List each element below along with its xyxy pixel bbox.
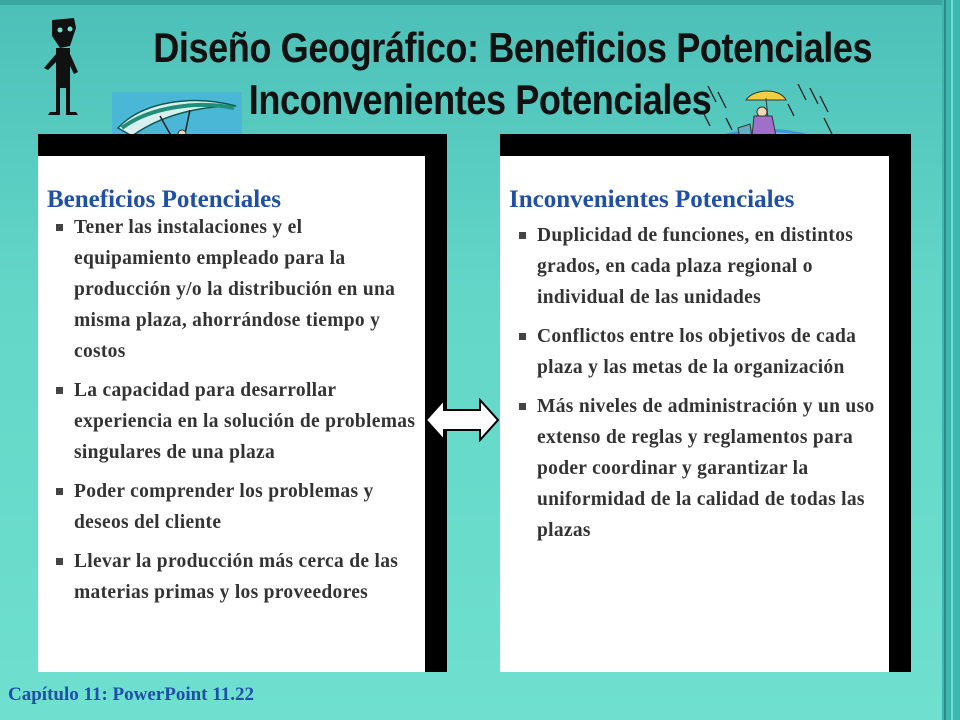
slide-footer: Capítulo 11: PowerPoint 11.22 bbox=[8, 684, 254, 705]
list-item: Llevar la producción más cerca de las materias primas y los proveedores bbox=[50, 546, 422, 608]
drawbacks-panel bbox=[500, 156, 889, 672]
panel-shadow bbox=[38, 134, 425, 156]
list-item: Tener las instalaciones y el equipamiento empleado para la producción y/o la distribución en una misma plaza, ahorrándose tiempo y costos bbox=[50, 212, 422, 367]
drawbacks-list bbox=[513, 220, 875, 554]
list-item: Conflictos entre los objetivos de cada plaza y las metas de la organización bbox=[513, 321, 875, 383]
list-item: Duplicidad de funciones, en distintos grados, en cada plaza regional o individual de las unidades bbox=[513, 220, 875, 313]
title-line-2: Inconvenientes Potenciales bbox=[248, 76, 712, 123]
double-arrow-icon bbox=[424, 398, 500, 447]
list-item: La capacidad para desarrollar experiencia en la solución de problemas singulares de una plaza bbox=[50, 375, 422, 468]
panel-shadow bbox=[889, 134, 911, 672]
slide-title bbox=[153, 22, 873, 126]
drawbacks-heading: Inconvenientes Potenciales bbox=[509, 186, 795, 213]
panel-shadow bbox=[500, 134, 889, 156]
benefits-panel bbox=[38, 156, 425, 672]
top-border bbox=[0, 0, 960, 5]
benefits-heading: Beneficios Potenciales bbox=[47, 186, 281, 213]
cartoon-person-icon bbox=[30, 16, 90, 121]
title-line-1: Diseño Geográfico: Beneficios Potenciales bbox=[153, 24, 873, 71]
right-border bbox=[942, 0, 960, 720]
list-item: Más niveles de administración y un uso extenso de reglas y reglamentos para poder coordinar y garantizar la uniformidad de la calidad de todas las plazas bbox=[513, 391, 875, 546]
benefits-list bbox=[50, 212, 422, 616]
list-item: Poder comprender los problemas y deseos del cliente bbox=[50, 476, 422, 538]
